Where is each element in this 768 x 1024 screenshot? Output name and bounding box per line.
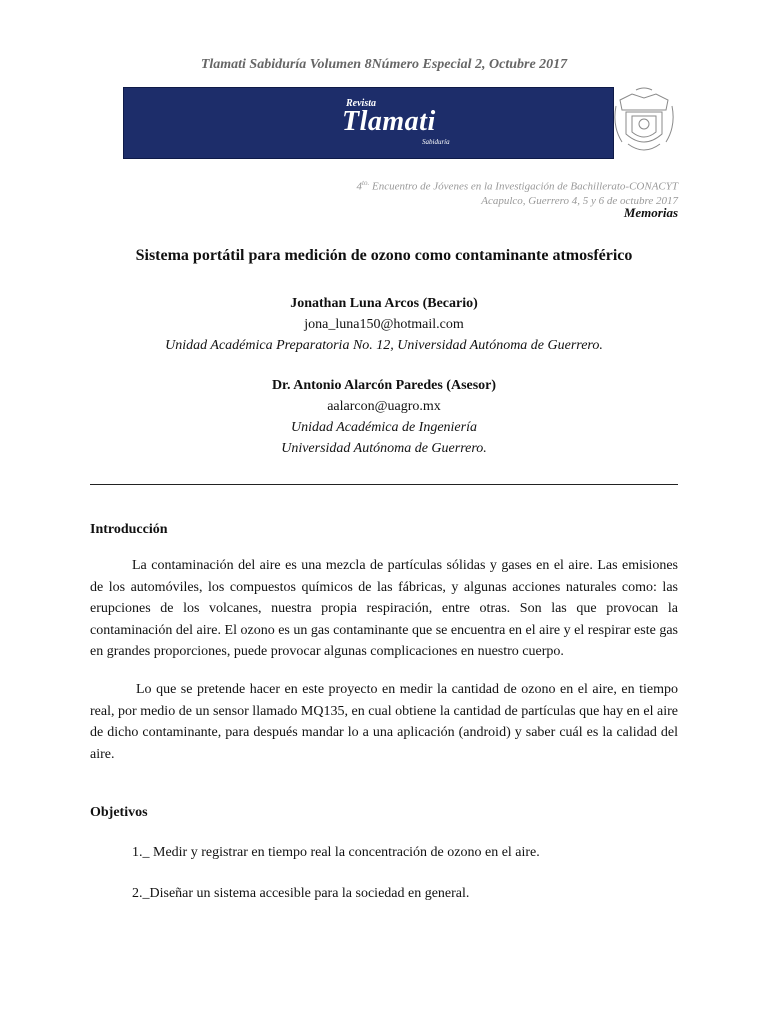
author-block-2 (0, 375, 768, 459)
event-ordinal-suffix: to. (362, 179, 370, 187)
header-divider (90, 484, 678, 485)
author-name: Jonathan Luna Arcos (Becario) (290, 296, 478, 311)
author-block-1 (0, 293, 768, 356)
journal-header: Tlamati Sabiduría Volumen 8Número Especial 2, Octubre 2017 (200, 57, 568, 72)
author-email: aalarcon@uagro.mx (327, 399, 441, 414)
paragraph-text: Lo que se pretende hacer en este proyecto en medir la cantidad de ozono en el aire, en tiempo real, por medio de un sensor llamado MQ135, en cual obtiene la cantidad de partículas que hay en el aire de dicho contaminante, para después mandar lo a una aplicación (android) y saber cuál es la calidad del aire. (90, 682, 678, 762)
paper-title: Sistema portátil para medición de ozono como contaminante atmosférico (135, 247, 633, 264)
author-name: Dr. Antonio Alarcón Paredes (Asesor) (271, 378, 497, 393)
introduction-paragraph-2 (90, 679, 678, 765)
event-line-1 (178, 176, 678, 194)
objective-item-2: 2._Diseñar un sistema accesible para la sociedad en general. (132, 886, 470, 901)
university-seal-icon (612, 86, 676, 160)
event-name: Encuentro de Jóvenes en la Investigación de Bachillerato-CONACYT (369, 180, 678, 193)
journal-banner (123, 87, 614, 159)
introduction-paragraph-1 (90, 555, 678, 663)
paragraph-text: La contaminación del aire es una mezcla de partículas sólidas y gases en el aire. Las emisiones de los automóviles, los compuestos químicos de las fábricas, y algunas acciones naturales como: las erupciones de los volcanes, nuestra propia respiración, entre otras. Son las que provocan la contaminación del aire. El ozono es un gas contaminante que se encuentra en el aire y el respirar este gas en grandes proporciones, puede provocar algunas complicaciones en nuestro cuerpo. (90, 558, 678, 659)
author-affiliation: Universidad Autónoma de Guerrero. (281, 441, 487, 456)
banner-logo-title: Tlamati (342, 106, 436, 137)
memorias-label: Memorias (623, 205, 678, 220)
event-ordinal: 4 (356, 180, 363, 193)
author-email: jona_luna150@hotmail.com (304, 317, 464, 332)
event-info (178, 176, 678, 208)
author-affiliation: Unidad Académica Preparatoria No. 12, Universidad Autónoma de Guerrero. (165, 338, 603, 353)
author-affiliation: Unidad Académica de Ingeniería (291, 420, 477, 435)
section-heading-introduction: Introducción (90, 522, 168, 537)
section-heading-objectives: Objetivos (90, 805, 148, 820)
banner-subtitle: Sabiduría (422, 138, 450, 146)
objective-item-1: 1._ Medir y registrar en tiempo real la concentración de ozono en el aire. (132, 845, 540, 860)
banner-revista-label: Revista (346, 98, 376, 109)
event-line-2: Acapulco, Guerrero 4, 5 y 6 de octubre 2017 (481, 194, 678, 207)
